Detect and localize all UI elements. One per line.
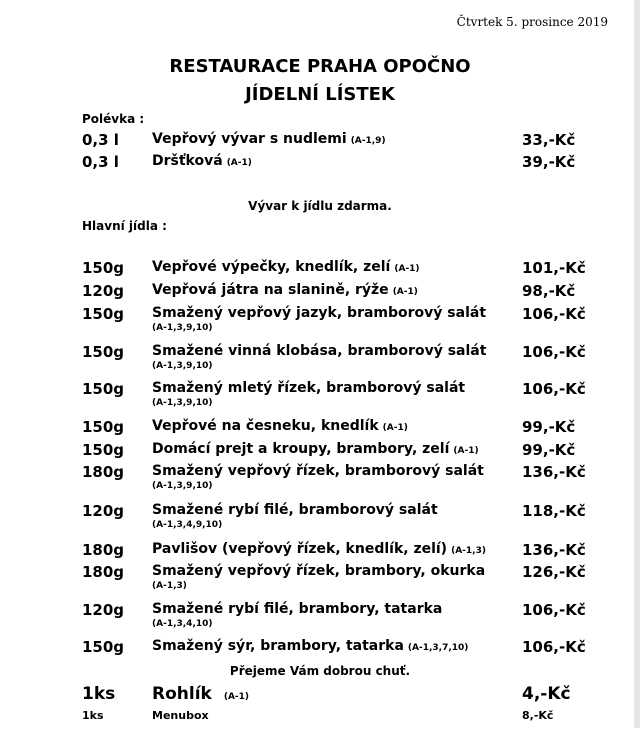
- item-qty: 150g: [82, 305, 125, 323]
- item-qty: 120g: [82, 601, 125, 619]
- item-name: Vepřová játra na slanině, rýže (A-1): [152, 282, 418, 298]
- item-price: 126,-Kč: [522, 563, 586, 581]
- item-qty: 180g: [82, 463, 125, 481]
- item-price: 118,-Kč: [522, 502, 586, 520]
- item-price: 4,-Kč: [522, 684, 571, 704]
- item-allergens: (A-1,3): [451, 546, 486, 556]
- extra-row: [0, 684, 640, 704]
- item-name: Smažené rybí filé, bramborový salát: [152, 502, 438, 518]
- item-name: Smažené vinná klobása, bramborový salát: [152, 343, 487, 359]
- item-qty: 150g: [82, 343, 125, 361]
- item-name: Pavlišov (vepřový řízek, knedlík, zelí) (A-1,3): [152, 541, 486, 557]
- item-qty: 180g: [82, 563, 125, 581]
- item-price: 106,-Kč: [522, 601, 586, 619]
- item-allergens: (A-1,3,9,10): [152, 323, 213, 333]
- main-row: [0, 638, 640, 658]
- item-price: 39,-Kč: [522, 153, 576, 171]
- item-qty: 180g: [82, 541, 125, 559]
- menu-date: Čtvrtek 5. prosince 2019: [456, 15, 608, 29]
- item-qty: 150g: [82, 380, 125, 398]
- item-allergens: (A-1,3,4,9,10): [152, 520, 223, 530]
- item-price: 106,-Kč: [522, 305, 586, 323]
- item-name: Smažený vepřový jazyk, bramborový salát: [152, 305, 487, 321]
- item-name: Vepřový vývar s nudlemi (A-1,9): [152, 131, 386, 147]
- main-row: [0, 601, 640, 629]
- item-allergens: (A-1,3): [152, 581, 187, 591]
- item-qty: 120g: [82, 502, 125, 520]
- item-allergens: (A-1,3,9,10): [152, 398, 213, 408]
- item-price: 8,-Kč: [522, 709, 554, 722]
- item-name: Domácí prejt a kroupy, brambory, zelí (A-1): [152, 441, 479, 457]
- main-row: [0, 418, 640, 438]
- item-price: 99,-Kč: [522, 441, 576, 459]
- extra-row: [0, 709, 640, 729]
- main-row: [0, 380, 640, 408]
- main-row: [0, 541, 640, 561]
- main-row: [0, 502, 640, 530]
- soup-row: [0, 153, 640, 173]
- item-name: Menubox: [152, 709, 209, 722]
- item-name: Smažený sýr, brambory, tatarka (A-1,3,7,10): [152, 638, 469, 654]
- item-allergens: (A-1): [223, 692, 250, 702]
- menu-title: JÍDELNÍ LÍSTEK: [245, 84, 395, 105]
- item-price: 106,-Kč: [522, 638, 586, 656]
- item-name: Smažený vepřový řízek, bramborový salát: [152, 463, 484, 479]
- soup-heading: Polévka :: [82, 112, 145, 126]
- item-allergens: (A-1): [392, 287, 418, 297]
- item-name: Smažený mletý řízek, bramborový salát: [152, 380, 466, 396]
- closing-note: Přejeme Vám dobrou chuť.: [229, 664, 411, 678]
- item-price: 136,-Kč: [522, 541, 586, 559]
- item-allergens: (A-1,3,4,10): [152, 619, 213, 629]
- item-allergens: (A-1): [382, 423, 408, 433]
- free-broth-note: Vývar k jídlu zdarma.: [248, 199, 392, 213]
- item-price: 106,-Kč: [522, 343, 586, 361]
- item-price: 106,-Kč: [522, 380, 586, 398]
- item-qty: 150g: [82, 418, 125, 436]
- item-price: 101,-Kč: [522, 259, 586, 277]
- main-row: [0, 282, 640, 302]
- item-allergens: (A-1,3,7,10): [407, 643, 469, 653]
- item-name: Smažený vepřový řízek, brambory, okurka: [152, 563, 486, 579]
- item-name: Vepřové na česneku, knedlík (A-1): [152, 418, 408, 434]
- item-price: 99,-Kč: [522, 418, 576, 436]
- restaurant-name: RESTAURACE PRAHA OPOČNO: [169, 56, 471, 77]
- main-row: [0, 305, 640, 333]
- item-qty: 1ks: [82, 709, 104, 722]
- item-allergens: (A-1,3,9,10): [152, 481, 213, 491]
- item-name: Dršťková (A-1): [152, 153, 252, 169]
- item-qty: 120g: [82, 282, 125, 300]
- item-allergens: (A-1): [453, 446, 479, 456]
- main-row: [0, 563, 640, 591]
- item-name: Vepřové výpečky, knedlík, zelí (A-1): [152, 259, 420, 275]
- main-row: [0, 441, 640, 461]
- item-allergens: (A-1): [226, 158, 252, 168]
- item-qty: 0,3 l: [82, 131, 119, 149]
- main-row: [0, 463, 640, 491]
- item-name: Rohlík (A-1): [152, 684, 250, 704]
- item-qty: 1ks: [82, 684, 116, 704]
- item-qty: 150g: [82, 441, 125, 459]
- item-price: 33,-Kč: [522, 131, 576, 149]
- main-row: [0, 343, 640, 371]
- item-qty: 150g: [82, 259, 125, 277]
- item-allergens: (A-1,3,9,10): [152, 361, 213, 371]
- main-row: [0, 259, 640, 279]
- mains-heading: Hlavní jídla :: [82, 219, 167, 233]
- soup-row: [0, 131, 640, 151]
- item-qty: 150g: [82, 638, 125, 656]
- item-allergens: (A-1,9): [350, 136, 386, 146]
- item-price: 98,-Kč: [522, 282, 576, 300]
- item-qty: 0,3 l: [82, 153, 119, 171]
- item-name: Smažené rybí filé, brambory, tatarka: [152, 601, 443, 617]
- item-allergens: (A-1): [394, 264, 420, 274]
- item-price: 136,-Kč: [522, 463, 586, 481]
